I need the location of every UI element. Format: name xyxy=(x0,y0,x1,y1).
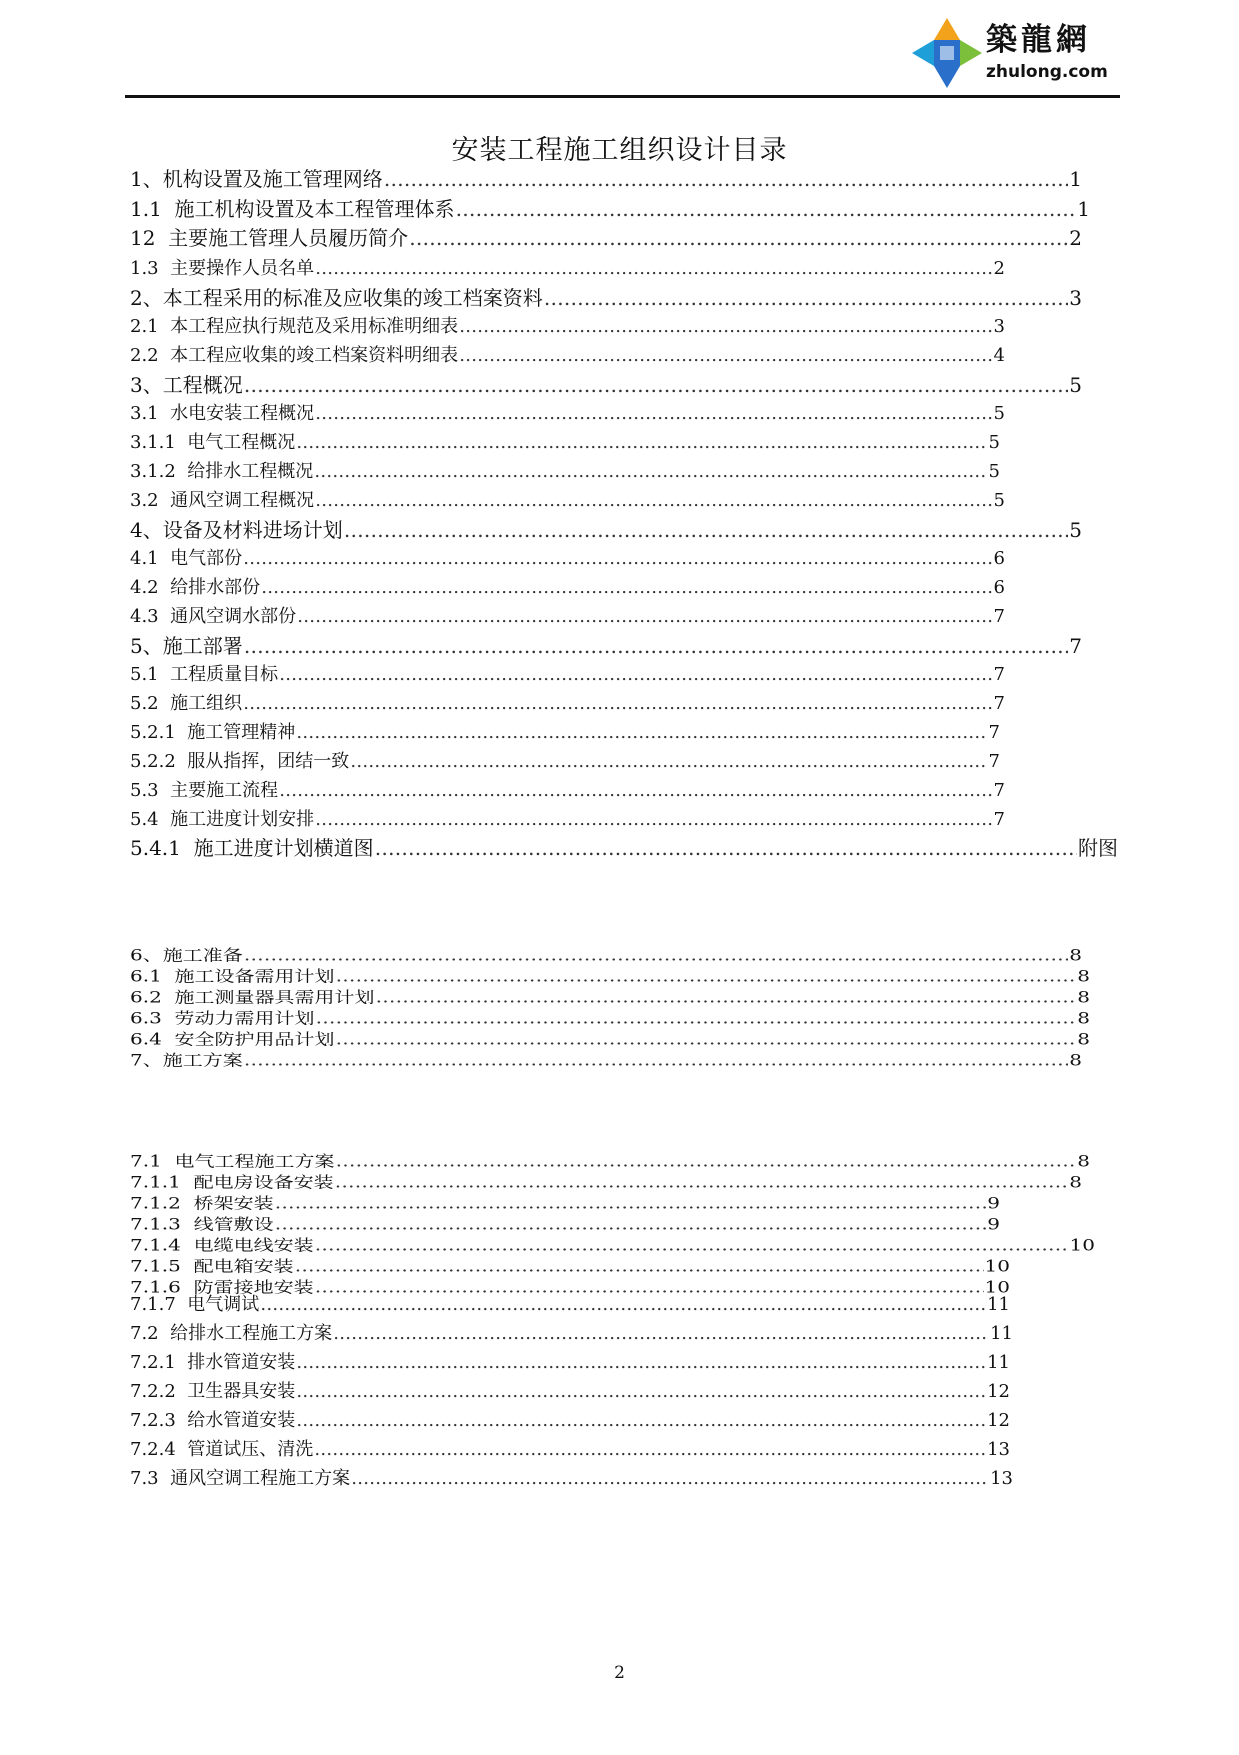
toc-leader-dots xyxy=(244,375,1069,395)
toc-entry-label: 通风空调工程施工方案 xyxy=(170,1468,351,1489)
toc-entry-page: 1 xyxy=(1069,167,1082,191)
toc-leader-dots xyxy=(279,782,992,800)
logo-chinese-text: 築龍網 xyxy=(986,22,1091,58)
toc-leader-dots xyxy=(275,1195,987,1211)
toc-entry[interactable] xyxy=(130,947,1082,963)
toc-entry[interactable] xyxy=(130,838,1118,858)
toc-entry-page: 7 xyxy=(988,722,1000,743)
toc-entry[interactable] xyxy=(130,724,1000,742)
toc-entry-number: 5.2.1 xyxy=(130,722,188,743)
toc-entry[interactable] xyxy=(130,695,1005,713)
toc-entry-label: 水电安装工程概况 xyxy=(170,403,315,424)
toc-entry-label: 通风空调工程概况 xyxy=(170,490,315,511)
toc-entry-label: 电气工程概况 xyxy=(187,432,296,453)
toc-entry-page: 10 xyxy=(1069,1235,1095,1255)
logo-url-text: zhulong.com xyxy=(986,62,1108,82)
toc-entry-number: 7.1.5 xyxy=(130,1256,194,1276)
toc-entry-label: 本工程应执行规范及采用标准明细表 xyxy=(170,316,459,337)
toc-leader-dots xyxy=(350,753,987,771)
toc-entry-number: 4.1 xyxy=(130,548,171,569)
toc-leader-dots xyxy=(315,1237,1069,1253)
toc-entry-label: 给排水部份 xyxy=(170,577,261,598)
toc-entry-label: 电气调试 xyxy=(187,1294,260,1315)
zhulong-logo-mark-icon xyxy=(910,16,984,90)
toc-entry[interactable] xyxy=(130,1052,1082,1068)
toc-entry[interactable] xyxy=(130,228,1082,248)
toc-entry-page: 5 xyxy=(988,432,1000,453)
toc-entry[interactable] xyxy=(130,318,1005,336)
toc-entry-page: 6 xyxy=(993,548,1005,569)
toc-entry[interactable] xyxy=(130,1325,1013,1343)
toc-entry[interactable] xyxy=(130,968,1090,984)
toc-leader-dots xyxy=(243,695,992,713)
toc-entry-page: 2 xyxy=(1069,226,1082,250)
zhulong-logo xyxy=(910,16,1120,92)
toc-entry-page: 10 xyxy=(984,1277,1010,1297)
toc-entry-number: 5.4 xyxy=(130,809,171,830)
toc-leader-dots xyxy=(295,1258,984,1274)
toc-entry[interactable] xyxy=(130,753,1000,771)
toc-leader-dots xyxy=(296,1412,986,1430)
toc-entry-number: 2.2 xyxy=(130,345,171,366)
toc-entry-page: 3 xyxy=(1069,286,1082,310)
toc-entry[interactable] xyxy=(130,347,1005,365)
toc-entry-page: 8 xyxy=(1077,1029,1090,1049)
toc-entry-page: 3 xyxy=(993,316,1005,337)
toc-entry[interactable] xyxy=(130,1279,1010,1295)
toc-entry-number: 4、 xyxy=(130,518,163,542)
toc-entry-page: 2 xyxy=(993,258,1005,279)
toc-leader-dots xyxy=(344,520,1069,540)
toc-entry-page: 8 xyxy=(1077,1008,1090,1028)
toc-entry-label: 线管敷设 xyxy=(193,1214,274,1234)
toc-entry-label: 机构设置及施工管理网络 xyxy=(162,167,383,191)
toc-entry-number: 2、 xyxy=(130,286,163,310)
toc-entry-number: 4.2 xyxy=(130,577,171,598)
toc-entry[interactable] xyxy=(130,608,1005,626)
toc-leader-dots xyxy=(456,199,1077,219)
toc-entry-number: 12 xyxy=(130,226,169,250)
toc-entry-label: 安全防护用品计划 xyxy=(174,1029,335,1049)
toc-leader-dots xyxy=(296,1383,986,1401)
toc-leader-dots xyxy=(260,1296,986,1314)
toc-leader-dots xyxy=(336,1031,1077,1047)
toc-entry-number: 1.1 xyxy=(130,197,175,221)
toc-entry-page: 12 xyxy=(987,1381,1010,1402)
toc-entry[interactable] xyxy=(130,463,1000,481)
toc-entry[interactable] xyxy=(130,550,1005,568)
toc-entry-label: 给排水工程概况 xyxy=(187,461,314,482)
toc-entry-number: 5.1 xyxy=(130,664,171,685)
toc-entry[interactable] xyxy=(130,1441,1010,1459)
toc-leader-dots xyxy=(296,434,987,452)
toc-entry-number: 6、 xyxy=(130,945,163,965)
toc-leader-dots xyxy=(244,636,1069,656)
toc-leader-dots xyxy=(384,169,1069,189)
toc-entry-number: 5.2 xyxy=(130,693,171,714)
toc-entry-page: 5 xyxy=(993,403,1005,424)
toc-entry-number: 5.2.2 xyxy=(130,751,188,772)
toc-entry-page: 7 xyxy=(993,606,1005,627)
toc-leader-dots xyxy=(315,260,992,278)
toc-entry-label: 通风空调水部份 xyxy=(170,606,297,627)
toc-leader-dots xyxy=(333,1325,989,1343)
toc-entry[interactable] xyxy=(130,288,1082,308)
toc-entry[interactable] xyxy=(130,199,1090,219)
toc-entry[interactable] xyxy=(130,1354,1010,1372)
toc-entry[interactable] xyxy=(130,405,1005,423)
toc-leader-dots xyxy=(297,608,992,626)
toc-entry-number: 3.1.1 xyxy=(130,432,188,453)
toc-leader-dots xyxy=(544,288,1069,308)
toc-entry[interactable] xyxy=(130,1412,1010,1430)
toc-entry-page: 8 xyxy=(1077,1151,1090,1171)
toc-entry-page: 附图 xyxy=(1078,836,1118,860)
toc-entry-page: 9 xyxy=(987,1214,1000,1234)
header-rule xyxy=(125,95,1120,98)
toc-entry-label: 主要施工流程 xyxy=(170,780,279,801)
toc-entry-label: 施工机构设置及本工程管理体系 xyxy=(174,197,455,221)
toc-entry-number: 6.1 xyxy=(130,966,175,986)
toc-entry-number: 7.2.2 xyxy=(130,1381,188,1402)
toc-entry[interactable] xyxy=(130,579,1005,597)
toc-entry-label: 施工管理精神 xyxy=(187,722,296,743)
toc-leader-dots xyxy=(459,318,992,336)
toc-entry[interactable] xyxy=(130,260,1005,278)
toc-entry-label: 工程质量目标 xyxy=(170,664,279,685)
toc-entry-page: 4 xyxy=(993,345,1005,366)
toc-entry[interactable] xyxy=(130,1195,1000,1211)
toc-entry-number: 7.2.4 xyxy=(130,1439,188,1460)
toc-entry-label: 施工进度计划横道图 xyxy=(193,836,374,860)
toc-entry-label: 电气工程施工方案 xyxy=(174,1151,335,1171)
toc-leader-dots xyxy=(244,1052,1069,1068)
toc-leader-dots xyxy=(243,550,992,568)
toc-entry-number: 5.3 xyxy=(130,780,171,801)
toc-entry[interactable] xyxy=(130,1258,1010,1274)
document-title: 安装工程施工组织设计目录 xyxy=(451,135,788,166)
toc-entry-label: 排水管道安装 xyxy=(187,1352,296,1373)
toc-leader-dots xyxy=(296,724,987,742)
toc-entry-label: 施工部署 xyxy=(162,634,243,658)
toc-entry-number: 3.1 xyxy=(130,403,171,424)
toc-entry-number: 7.1.7 xyxy=(130,1294,188,1315)
toc-entry-number: 1.3 xyxy=(130,258,171,279)
toc-entry-label: 管道试压、清洗 xyxy=(187,1439,314,1460)
toc-entry-page: 11 xyxy=(990,1323,1013,1344)
toc-entry-page: 7 xyxy=(993,809,1005,830)
toc-entry-number: 7.1.3 xyxy=(130,1214,194,1234)
toc-leader-dots xyxy=(336,1153,1077,1169)
toc-entry-label: 服从指挥，团结一致 xyxy=(187,751,350,772)
toc-entry-page: 13 xyxy=(990,1468,1013,1489)
toc-entry-page: 8 xyxy=(1077,966,1090,986)
toc-entry-label: 卫生器具安装 xyxy=(187,1381,296,1402)
toc-entry-page: 7 xyxy=(993,693,1005,714)
toc-entry-page: 12 xyxy=(987,1410,1010,1431)
toc-entry-page: 7 xyxy=(993,780,1005,801)
toc-entry-number: 7.1.2 xyxy=(130,1193,194,1213)
toc-leader-dots xyxy=(409,228,1068,248)
toc-entry[interactable] xyxy=(130,989,1090,1005)
toc-entry-number: 6.4 xyxy=(130,1029,175,1049)
toc-entry-label: 施工准备 xyxy=(162,945,243,965)
page-number: 2 xyxy=(614,1663,625,1683)
toc-entry-page: 5 xyxy=(1069,373,1082,397)
toc-leader-dots xyxy=(314,1441,986,1459)
toc-leader-dots xyxy=(244,947,1069,963)
toc-leader-dots xyxy=(315,1279,984,1295)
toc-entry-number: 4.3 xyxy=(130,606,171,627)
toc-entry[interactable] xyxy=(130,1010,1090,1026)
toc-entry-page: 5 xyxy=(988,461,1000,482)
toc-entry-number: 3.2 xyxy=(130,490,171,511)
toc-entry-label: 防雷接地安装 xyxy=(193,1277,314,1297)
toc-entry[interactable] xyxy=(130,782,1005,800)
toc-entry[interactable] xyxy=(130,520,1082,540)
toc-entry-label: 桥架安装 xyxy=(193,1193,274,1213)
toc-entry-page: 9 xyxy=(987,1193,1000,1213)
toc-entry-number: 7.1.6 xyxy=(130,1277,194,1297)
toc-leader-dots xyxy=(315,492,992,510)
toc-entry-page: 8 xyxy=(1069,1050,1082,1070)
toc-entry-number: 7.2.3 xyxy=(130,1410,188,1431)
toc-leader-dots xyxy=(315,405,992,423)
toc-entry-label: 电气部份 xyxy=(170,548,243,569)
toc-entry[interactable] xyxy=(130,1383,1010,1401)
toc-entry-page: 7 xyxy=(1069,634,1082,658)
toc-entry-page: 5 xyxy=(1069,518,1082,542)
toc-entry-number: 6.3 xyxy=(130,1008,175,1028)
toc-entry-page: 11 xyxy=(987,1294,1010,1315)
toc-entry[interactable] xyxy=(130,375,1082,395)
toc-leader-dots xyxy=(351,1470,989,1488)
toc-entry-label: 给水管道安装 xyxy=(187,1410,296,1431)
toc-entry-label: 配电箱安装 xyxy=(193,1256,294,1276)
toc-entry-label: 主要施工管理人员履历简介 xyxy=(168,226,409,250)
toc-entry-label: 施工测量器具需用计划 xyxy=(174,987,375,1007)
toc-entry[interactable] xyxy=(130,636,1082,656)
toc-entry-label: 施工设备需用计划 xyxy=(174,966,335,986)
toc-entry[interactable] xyxy=(130,1296,1010,1314)
toc-entry-label: 本工程采用的标准及应收集的竣工档案资料 xyxy=(162,286,543,310)
toc-leader-dots xyxy=(261,579,992,597)
toc-entry-label: 劳动力需用计划 xyxy=(174,1008,315,1028)
toc-entry-label: 设备及材料进场计划 xyxy=(162,518,343,542)
toc-entry[interactable] xyxy=(130,811,1005,829)
toc-leader-dots xyxy=(279,666,992,684)
toc-entry[interactable] xyxy=(130,1153,1090,1169)
toc-leader-dots xyxy=(314,463,987,481)
toc-leader-dots xyxy=(459,347,992,365)
toc-entry-label: 主要操作人员名单 xyxy=(170,258,315,279)
toc-entry-page: 7 xyxy=(993,664,1005,685)
toc-leader-dots xyxy=(335,1174,1069,1190)
toc-entry-number: 3.1.2 xyxy=(130,461,188,482)
toc-entry-label: 给排水工程施工方案 xyxy=(170,1323,333,1344)
toc-entry-number: 2.1 xyxy=(130,316,171,337)
toc-entry-page: 6 xyxy=(993,577,1005,598)
toc-entry-page: 11 xyxy=(987,1352,1010,1373)
toc-leader-dots xyxy=(376,989,1077,1005)
toc-entry-page: 8 xyxy=(1069,1172,1082,1192)
toc-entry-number: 5.4.1 xyxy=(130,836,194,860)
toc-entry-label: 电缆电线安装 xyxy=(193,1235,314,1255)
toc-entry-label: 施工组织 xyxy=(170,693,243,714)
toc-entry[interactable] xyxy=(130,1216,1000,1232)
toc-entry-number: 7.2.1 xyxy=(130,1352,188,1373)
toc-entry-number: 7.3 xyxy=(130,1468,171,1489)
toc-entry-page: 8 xyxy=(1069,945,1082,965)
toc-entry-number: 7.1 xyxy=(130,1151,175,1171)
toc-entry-page: 13 xyxy=(987,1439,1010,1460)
toc-entry-page: 7 xyxy=(988,751,1000,772)
toc-leader-dots xyxy=(275,1216,987,1232)
toc-leader-dots xyxy=(316,1010,1077,1026)
toc-entry-number: 6.2 xyxy=(130,987,175,1007)
toc-entry-label: 施工方案 xyxy=(162,1050,243,1070)
toc-entry[interactable] xyxy=(130,1237,1095,1253)
toc-entry-page: 5 xyxy=(993,490,1005,511)
toc-entry-page: 1 xyxy=(1077,197,1090,221)
toc-entry[interactable] xyxy=(130,169,1082,189)
toc-entry-label: 施工进度计划安排 xyxy=(170,809,315,830)
toc-entry-page: 10 xyxy=(984,1256,1010,1276)
toc-entry-number: 7.1.1 xyxy=(130,1172,194,1192)
toc-entry-number: 3、 xyxy=(130,373,163,397)
toc-entry-number: 5、 xyxy=(130,634,163,658)
toc-leader-dots xyxy=(296,1354,986,1372)
toc-entry-number: 7.1.4 xyxy=(130,1235,194,1255)
toc-entry[interactable] xyxy=(130,1031,1090,1047)
toc-entry-number: 7.2 xyxy=(130,1323,171,1344)
toc-entry-label: 工程概况 xyxy=(162,373,243,397)
toc-entry-label: 本工程应收集的竣工档案资料明细表 xyxy=(170,345,459,366)
toc-leader-dots xyxy=(375,838,1077,858)
toc-entry[interactable] xyxy=(130,492,1005,510)
toc-leader-dots xyxy=(336,968,1077,984)
toc-entry-number: 7、 xyxy=(130,1050,163,1070)
toc-entry[interactable] xyxy=(130,666,1005,684)
toc-entry-page: 8 xyxy=(1077,987,1090,1007)
toc-entry-number: 1、 xyxy=(130,167,163,191)
toc-entry[interactable] xyxy=(130,1470,1013,1488)
toc-entry[interactable] xyxy=(130,434,1000,452)
toc-entry-label: 配电房设备安装 xyxy=(193,1172,334,1192)
toc-entry[interactable] xyxy=(130,1174,1082,1190)
toc-leader-dots xyxy=(315,811,992,829)
